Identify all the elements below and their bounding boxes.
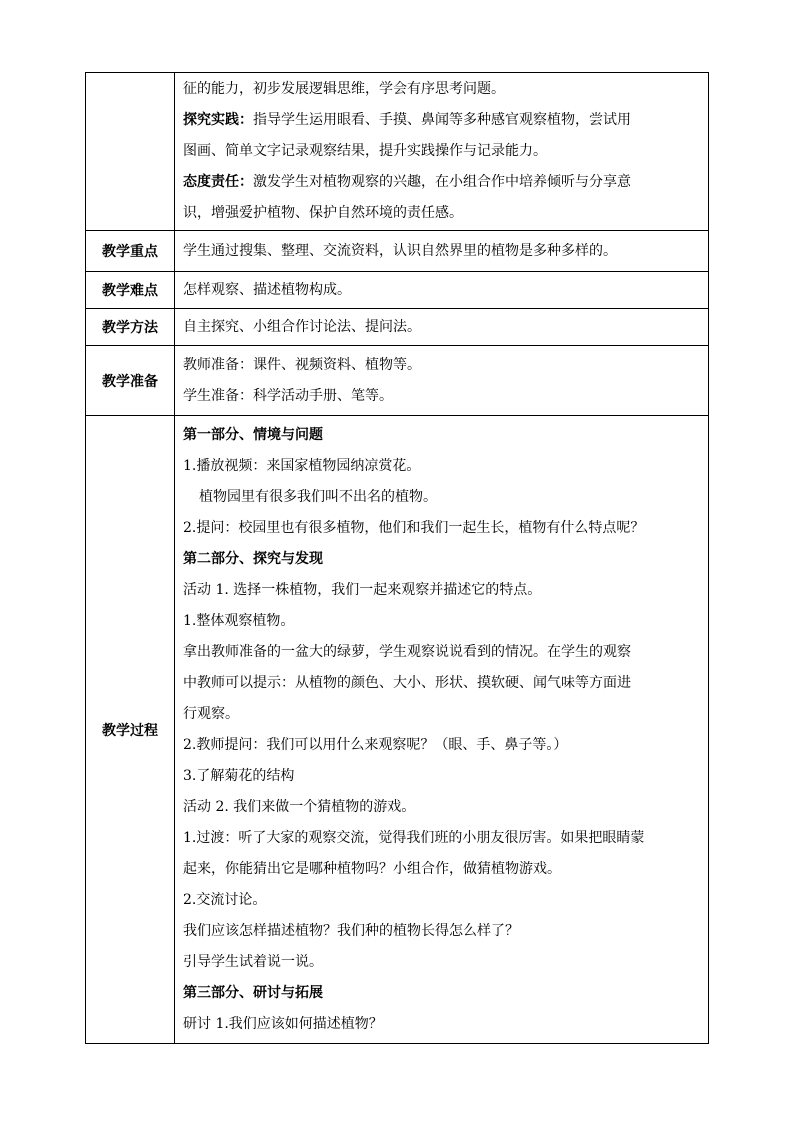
difficulties-text [175,272,709,309]
preparation-text [175,346,709,416]
practice-line: 图画、简单文字记录观察结果，提升实践操作与记录能力。 [183,143,547,159]
preparation-label: 教学准备 [86,346,175,416]
objectives-line: 征的能力，初步发展逻辑思维，学会有序思考问题。 [183,81,505,97]
methods-label: 教学方法 [86,309,175,346]
methods-row [86,309,709,346]
process-line: 活动 2. 我们来做一个猜植物的游戏。 [183,798,416,815]
attitude-title: 态度责任： [183,174,253,190]
process-line: 2.提问：校园里也有很多植物，他们和我们一起生长，植物有什么特点呢？ [183,519,645,536]
process-line: 活动 1. 选择一株植物，我们一起来观察并描述它的特点。 [183,581,542,598]
practice-line [183,105,701,136]
process-content [175,416,709,1044]
process-line: 引导学生试着说一说。 [183,953,323,970]
attitude-line [183,167,701,198]
process-line: 2.教师提问：我们可以用什么来观察呢？（眼、手、鼻子等。） [183,736,568,753]
process-line: 拿出教师准备的一盆大的绿萝，学生观察说说看到的情况。在学生的观察 [183,643,631,660]
objectives-row [86,73,709,231]
process-line: 1.播放视频：来国家植物园纳凉赏花。 [183,457,421,474]
process-line: 植物园里有很多我们叫不出名的植物。 [199,488,437,505]
process-line: 起来，你能猜出它是哪种植物吗？小组合作，做猜植物游戏。 [183,860,561,877]
key-points-row [86,231,709,272]
process-line: 研讨 1.我们应该如何描述植物？ [183,1015,383,1032]
process-row [86,416,709,1044]
process-line: 行观察。 [183,705,239,722]
process-line: 3.了解菊花的结构 [183,767,295,784]
methods-line: 自主探究、小组合作讨论法、提问法。 [183,318,421,335]
difficulties-line: 怎样观察、描述植物构成。 [183,281,351,298]
process-line: 中教师可以提示：从植物的颜色、大小、形状、摸软硬、闻气味等方面进 [183,674,631,691]
methods-text [175,309,709,346]
attitude-line: 识，增强爱护植物、保护自然环境的责任感。 [183,205,463,221]
preparation-row [86,346,709,416]
key-points-text [175,231,709,272]
process-line: 1.过渡：听了大家的观察交流，觉得我们班的小朋友很厉害。如果把眼睛蒙 [183,829,645,846]
section-heading: 第一部分、情境与问题 [183,426,323,443]
teacher-preparation: 教师准备：课件、视频资料、植物等。 [183,356,421,373]
objectives-label-cell [86,73,175,231]
lesson-plan-table [85,72,709,1044]
difficulties-label: 教学难点 [86,272,175,309]
objectives-content [175,73,709,231]
process-line: 2.交流讨论。 [183,891,267,908]
practice-text: 指导学生运用眼看、手摸、鼻闻等多种感官观察植物，尝试用 [253,112,631,128]
key-points-line: 学生通过搜集、整理、交流资料，认识自然界里的植物是多种多样的。 [183,242,617,259]
attitude-text: 激发学生对植物观察的兴趣，在小组合作中培养倾听与分享意 [253,174,631,190]
section-heading: 第三部分、研讨与拓展 [183,984,323,1001]
student-preparation: 学生准备：科学活动手册、笔等。 [183,387,393,404]
key-points-label: 教学重点 [86,231,175,272]
process-line: 1.整体观察植物。 [183,612,295,629]
section-heading: 第二部分、探究与发现 [183,550,323,567]
process-label: 教学过程 [86,416,175,1044]
process-line: 我们应该怎样描述植物？我们种的植物长得怎么样了？ [183,922,519,939]
practice-title: 探究实践： [183,112,253,128]
difficulties-row [86,272,709,309]
